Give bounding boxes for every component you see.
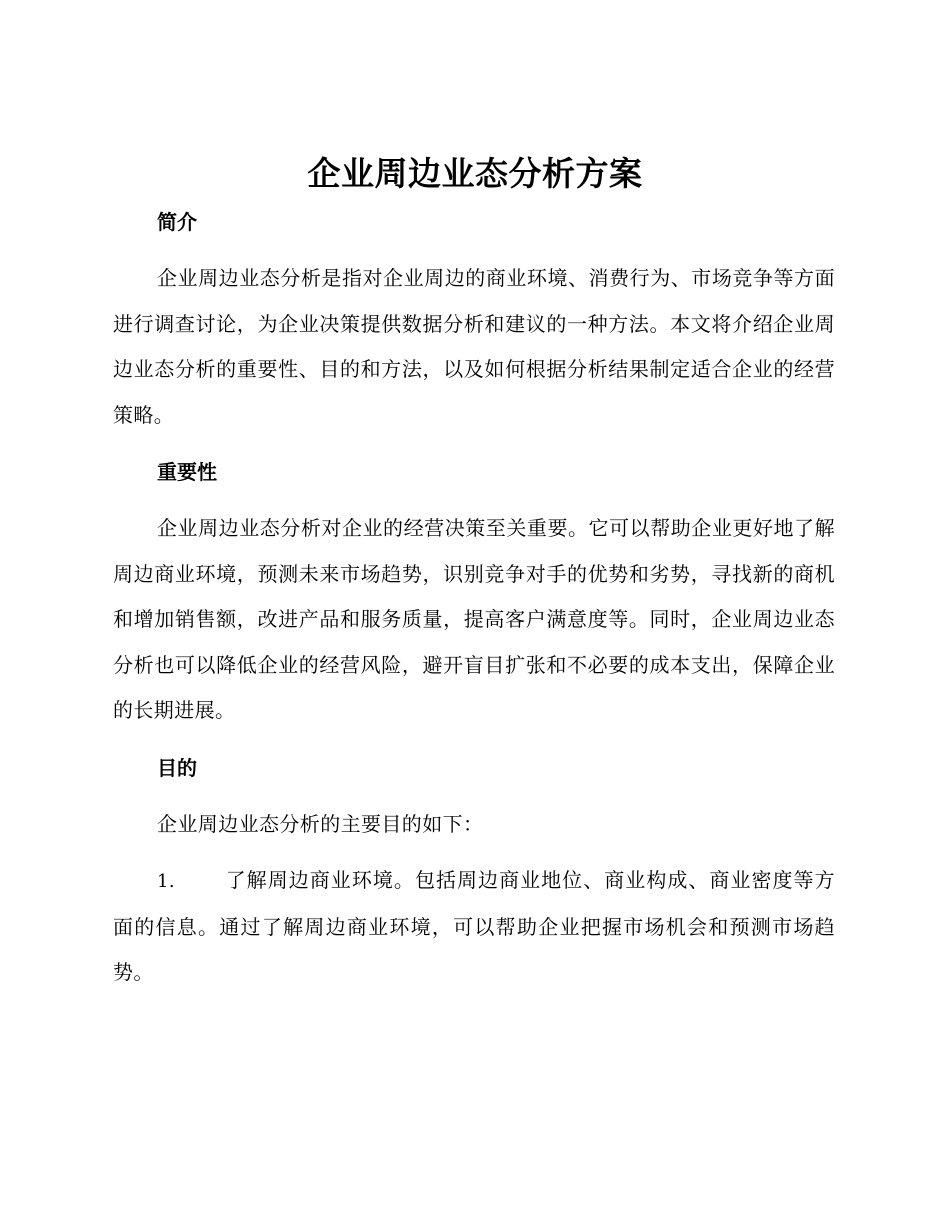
list-item-number: 1.: [157, 871, 175, 892]
section-heading-purpose: 目的: [157, 755, 197, 780]
list-item: [113, 858, 835, 996]
list-item-text: 了解周边商业环境。包括周边商业地位、商业构成、商业密度等方面的信息。通过了解周边商业环境，可以帮助企业把握市场机会和预测市场趋势。: [113, 868, 835, 984]
purpose-intro-paragraph: 企业周边业态分析的主要目的如下：: [157, 811, 484, 836]
section-heading-importance: 重要性: [157, 460, 217, 484]
intro-paragraph: 企业周边业态分析是指对企业周边的商业环境、消费行为、市场竞争等方面进行调查讨论，为企业决策提供数据分析和建议的一种方法。本文将介绍企业周边业态分析的重要性、目的和方法，以及如何根据分析结果制定适合企业的经营策略。: [113, 266, 835, 427]
section-heading-intro: 简介: [157, 210, 197, 234]
document-title: 企业周边业态分析方案: [307, 154, 643, 193]
document-body: [113, 200, 835, 996]
importance-paragraph: 企业周边业态分析对企业的经营决策至关重要。它可以帮助企业更好地了解周边商业环境，预测未来市场趋势，识别竞争对手的优势和劣势，寻找新的商机和增加销售额，改进产品和服务质量，提高客户满意度等。同时，企业周边业态分析也可以降低企业的经营风险，避开盲目扩张和不必要的成本支出，保障企业的长期进展。: [113, 516, 835, 722]
